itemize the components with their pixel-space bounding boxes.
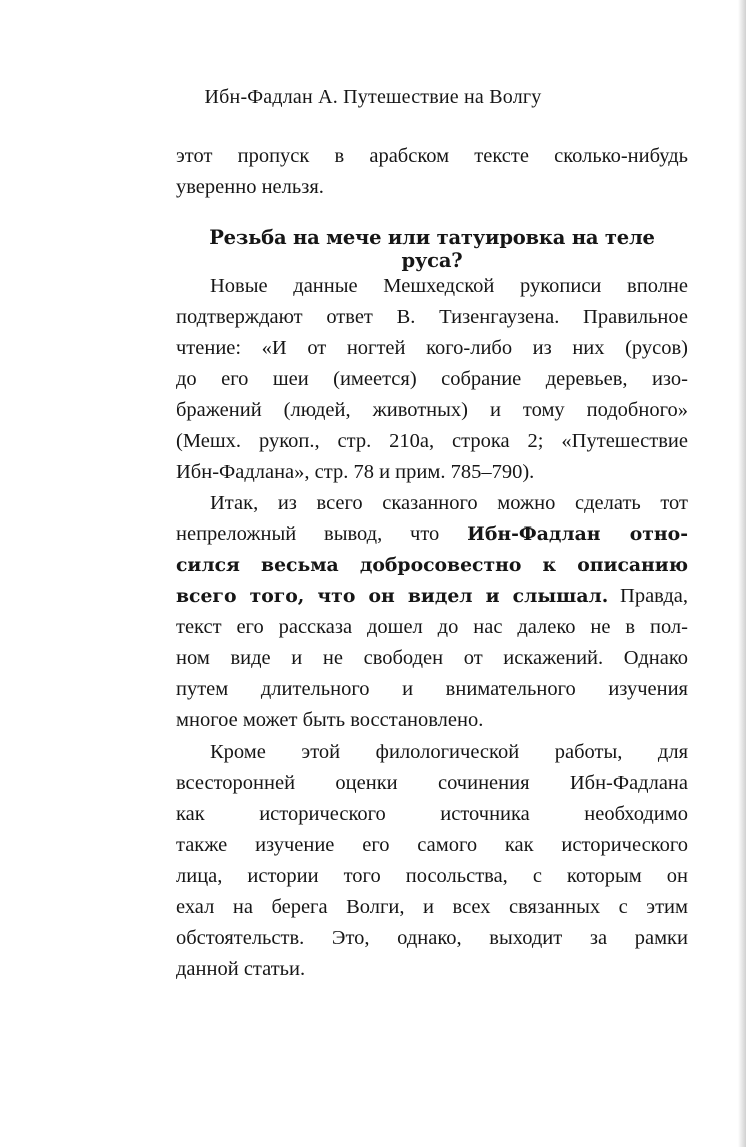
text-line: до его шеи (имеется) собрание деревьев, изо- (176, 368, 688, 390)
text-line: данной статьи. (176, 958, 306, 980)
text-line: всесторонней оценки сочинения Ибн-Фадлана (176, 772, 688, 794)
text-line: Кроме этой филологической работы, для (210, 741, 688, 763)
text-line: подтверждают ответ В. Тизенгаузена. Правильное (176, 306, 688, 328)
text-line: ном виде и не свободен от искажений. Однако (176, 647, 688, 669)
text-segment: Правда, (608, 585, 688, 607)
text-line: лица, истории того посольства, с которым он (176, 865, 688, 887)
paragraph-3 (176, 737, 688, 985)
text-line: уверенно нельзя. (176, 176, 324, 198)
text-line: чтение: «И от ногтей кого-либо из них (русов) (176, 337, 688, 359)
text-line: многое может быть восстановлено. (176, 709, 484, 731)
text-line: также изучение его самого как исторического (176, 834, 688, 856)
text-line (176, 519, 688, 550)
intro-paragraph (176, 141, 688, 203)
text-segment: непреложный вывод, что (176, 523, 468, 545)
text-line: (Мешх. рукоп., стр. 210а, строка 2; «Путешествие (176, 430, 688, 452)
text-line (176, 581, 688, 612)
text-line: обстоятельств. Это, однако, выходит за рамки (176, 927, 688, 949)
paragraph-2 (176, 488, 688, 736)
page-edge-shadow (738, 0, 746, 1147)
text-line: ехал на берега Волги, и всех связанных с этим (176, 896, 688, 918)
text-line: путем длительного и внимательного изучения (176, 678, 688, 700)
bold-conclusion: Ибн-Фадлан отно- (467, 523, 688, 545)
text-line: Ибн-Фадлана», стр. 78 и прим. 785–790). (176, 461, 535, 483)
text-line: как исторического источника необходимо (176, 803, 688, 825)
running-head: Ибн-Фадлан А. Путешествие на Волгу (204, 86, 542, 108)
text-line: бражений (людей, животных) и тому подобного» (176, 399, 688, 421)
bold-conclusion: всего того, что он видел и слышал. (176, 585, 609, 607)
paragraph-1 (176, 271, 688, 488)
text-line: Новые данные Мешхедской рукописи вполне (210, 275, 688, 297)
bold-conclusion: сился весьма добросовестно к описанию (176, 554, 688, 576)
text-line: Итак, из всего сказанного можно сделать тот (210, 492, 688, 514)
section-heading: Резьба на мече или татуировка на теле руса? (209, 226, 655, 272)
text-line: этот пропуск в арабском тексте сколько-нибудь (176, 145, 688, 167)
text-line: текст его рассказа дошел до нас далеко не в пол- (176, 616, 688, 638)
